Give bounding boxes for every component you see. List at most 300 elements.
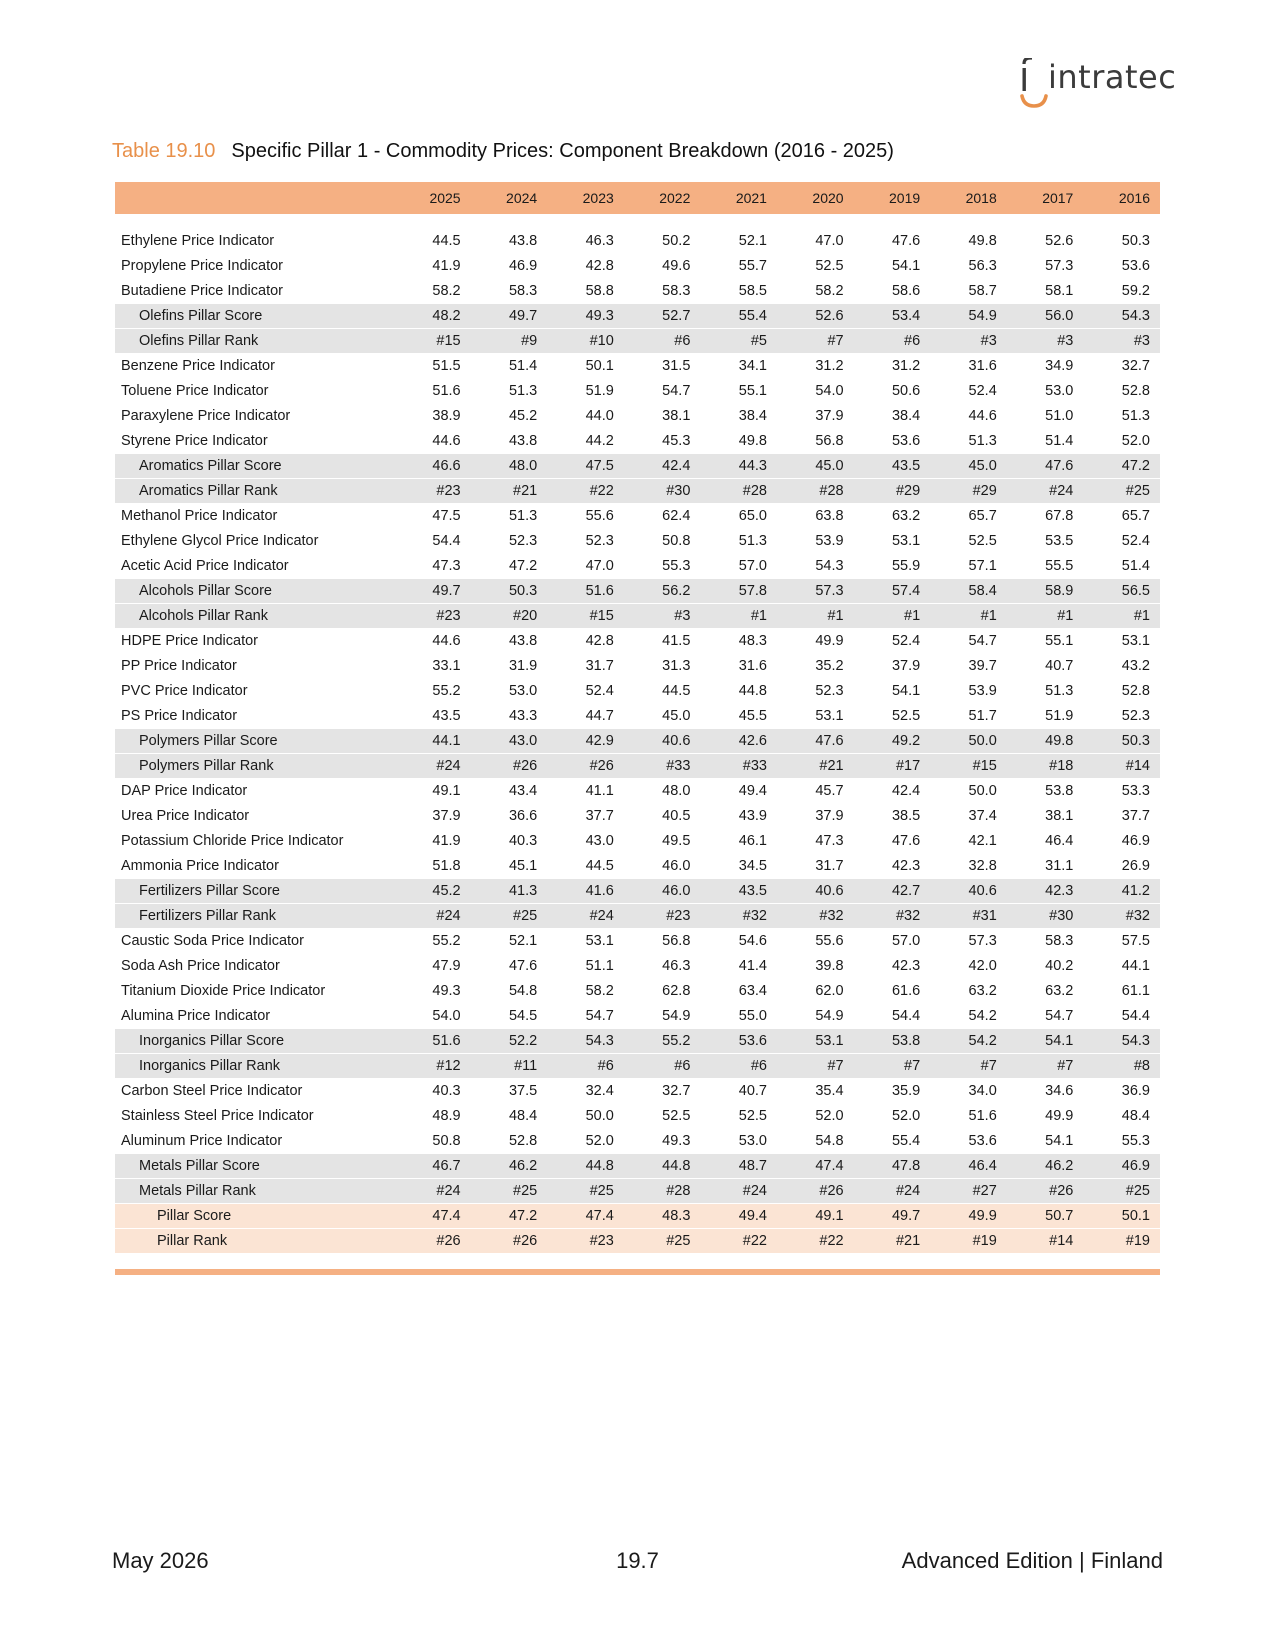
table-cell: 52.8	[471, 1129, 548, 1154]
table-cell: 44.1	[394, 729, 471, 754]
table-cell: 54.0	[777, 379, 854, 404]
table-cell: #26	[394, 1229, 471, 1254]
table-cell: 49.7	[471, 304, 548, 329]
row-label: Olefins Pillar Score	[115, 304, 394, 329]
table-cell: 34.0	[930, 1079, 1007, 1104]
table-cell: #20	[471, 604, 548, 629]
table-cell: 44.5	[624, 679, 701, 704]
table-cell: 43.0	[547, 829, 624, 854]
table-cell: 52.0	[547, 1129, 624, 1154]
table-cell: 58.2	[394, 279, 471, 304]
table-cell: 33.1	[394, 654, 471, 679]
table-cell: 37.7	[547, 804, 624, 829]
table-cell: 40.7	[1007, 654, 1084, 679]
table-cell: 36.9	[1083, 1079, 1160, 1104]
table-cell: 58.4	[930, 579, 1007, 604]
row-label: Styrene Price Indicator	[115, 429, 394, 454]
table-cell: #7	[930, 1054, 1007, 1079]
row-label: Polymers Pillar Rank	[115, 754, 394, 779]
table-cell: #3	[1007, 329, 1084, 354]
table-cell: #33	[700, 754, 777, 779]
table-cell: 47.6	[854, 229, 931, 254]
table-spacer	[115, 1254, 1160, 1269]
table-row	[115, 979, 1160, 1004]
table-cell: 51.9	[1007, 704, 1084, 729]
table-cell: 54.5	[471, 1004, 548, 1029]
table-cell: #18	[1007, 754, 1084, 779]
footer-date: May 2026	[112, 1548, 209, 1573]
table-cell: #7	[777, 329, 854, 354]
table-cell: 47.0	[777, 229, 854, 254]
table-spacer	[115, 214, 1160, 229]
table-cell: 54.1	[1007, 1129, 1084, 1154]
table-cell: #6	[624, 1054, 701, 1079]
table-cell: 44.3	[700, 454, 777, 479]
table-cell: 43.3	[471, 704, 548, 729]
table-cell: 55.5	[1007, 554, 1084, 579]
table-cell: 40.5	[624, 804, 701, 829]
table-row	[115, 704, 1160, 729]
table-cell: 37.7	[1083, 804, 1160, 829]
table-cell: 49.6	[624, 254, 701, 279]
table-cell: 53.0	[1007, 379, 1084, 404]
table-cell: #22	[777, 1229, 854, 1254]
table-cell: 54.8	[471, 979, 548, 1004]
table-cell: #24	[394, 1179, 471, 1204]
table-cell: 42.6	[700, 729, 777, 754]
table-cell: 41.2	[1083, 879, 1160, 904]
table-cell: #32	[777, 904, 854, 929]
row-label: Alcohols Pillar Score	[115, 579, 394, 604]
table-cell: 55.7	[700, 254, 777, 279]
row-label: Potassium Chloride Price Indicator	[115, 829, 394, 854]
table-cell: 51.3	[1007, 679, 1084, 704]
table-row	[115, 1129, 1160, 1154]
table-cell: 32.7	[624, 1079, 701, 1104]
table-cell: 51.4	[471, 354, 548, 379]
table-cell: 31.6	[700, 654, 777, 679]
table-cell: 56.8	[624, 929, 701, 954]
table-cell: 44.0	[547, 404, 624, 429]
table-cell: 49.7	[394, 579, 471, 604]
logo-mark-icon	[1018, 58, 1052, 114]
table-cell: 55.3	[624, 554, 701, 579]
table-cell: 48.3	[624, 1204, 701, 1229]
table-cell: 53.6	[1083, 254, 1160, 279]
table-cell: 53.1	[777, 1029, 854, 1054]
table-cell: 52.5	[854, 704, 931, 729]
table-cell: #8	[1083, 1054, 1160, 1079]
table-cell: 31.5	[624, 354, 701, 379]
table-cell: 46.3	[547, 229, 624, 254]
table-row	[115, 254, 1160, 279]
table-cell: 63.4	[700, 979, 777, 1004]
row-label: Inorganics Pillar Rank	[115, 1054, 394, 1079]
table-cell: 47.2	[1083, 454, 1160, 479]
table-cell: 53.1	[854, 529, 931, 554]
table-cell: #1	[700, 604, 777, 629]
table-body	[115, 214, 1160, 1269]
table-cell: 58.5	[700, 279, 777, 304]
table-cell: 47.5	[547, 454, 624, 479]
table-cell: 41.4	[700, 954, 777, 979]
table-cell: 51.0	[1007, 404, 1084, 429]
table-cell: 55.1	[700, 379, 777, 404]
footer-page-number: 19.7	[616, 1548, 659, 1573]
table-row	[115, 1104, 1160, 1129]
table-row	[115, 829, 1160, 854]
year-header-2020: 2020	[777, 182, 854, 214]
table-cell: 62.0	[777, 979, 854, 1004]
table-cell: 58.3	[624, 279, 701, 304]
table-cell: 54.2	[930, 1004, 1007, 1029]
table-row	[115, 804, 1160, 829]
table-cell: 53.8	[854, 1029, 931, 1054]
table-cell: #24	[700, 1179, 777, 1204]
row-label: Benzene Price Indicator	[115, 354, 394, 379]
table-row	[115, 779, 1160, 804]
table-cell: 46.3	[624, 954, 701, 979]
table-row	[115, 404, 1160, 429]
table-cell: 58.9	[1007, 579, 1084, 604]
table-cell: 47.5	[394, 504, 471, 529]
table-cell: 53.1	[1083, 629, 1160, 654]
table-cell: 53.4	[854, 304, 931, 329]
table-cell: 40.6	[624, 729, 701, 754]
table-cell: 54.4	[854, 1004, 931, 1029]
table-row	[115, 579, 1160, 604]
footer-edition: Advanced Edition | Finland	[901, 1548, 1163, 1573]
table-cell: 53.0	[471, 679, 548, 704]
table-cell: #23	[624, 904, 701, 929]
table-cell: 52.0	[1083, 429, 1160, 454]
table-cell: 50.8	[624, 529, 701, 554]
table-row	[115, 1154, 1160, 1179]
table-cell: 45.0	[930, 454, 1007, 479]
table-cell: 51.1	[547, 954, 624, 979]
table-cell: 43.2	[1083, 654, 1160, 679]
table-cell: 51.4	[1083, 554, 1160, 579]
table-cell: #21	[777, 754, 854, 779]
table-cell: #14	[1007, 1229, 1084, 1254]
table-cell: 57.4	[854, 579, 931, 604]
table-cell: 46.1	[700, 829, 777, 854]
table-cell: 55.4	[700, 304, 777, 329]
table-cell: #32	[854, 904, 931, 929]
table-cell: 52.3	[1083, 704, 1160, 729]
table-cell: 55.3	[1083, 1129, 1160, 1154]
row-label: Pillar Score	[115, 1204, 394, 1229]
table-cell: 51.3	[471, 504, 548, 529]
table-cell: #27	[930, 1179, 1007, 1204]
table-cell: 58.3	[1007, 929, 1084, 954]
table-cell: 52.8	[1083, 379, 1160, 404]
table-cell: #24	[547, 904, 624, 929]
table-cell: 58.1	[1007, 279, 1084, 304]
table-cell: 38.1	[624, 404, 701, 429]
table-cell: #1	[854, 604, 931, 629]
table-cell: 55.6	[547, 504, 624, 529]
table-cell: 63.2	[1007, 979, 1084, 1004]
table-cell: 51.7	[930, 704, 1007, 729]
table-cell: 53.1	[547, 929, 624, 954]
row-label: Soda Ash Price Indicator	[115, 954, 394, 979]
table-row	[115, 679, 1160, 704]
table-cell: #32	[1083, 904, 1160, 929]
table-cell: 31.9	[471, 654, 548, 679]
table-cell: 51.3	[930, 429, 1007, 454]
table-cell: #26	[471, 754, 548, 779]
table-cell: 52.2	[471, 1029, 548, 1054]
table-row	[115, 1054, 1160, 1079]
row-label: Aromatics Pillar Score	[115, 454, 394, 479]
table-cell: 42.8	[547, 254, 624, 279]
table-cell: 54.3	[1083, 304, 1160, 329]
table-cell: 57.3	[1007, 254, 1084, 279]
table-cell: 54.9	[624, 1004, 701, 1029]
table-cell: #26	[471, 1229, 548, 1254]
table-cell: 44.6	[394, 429, 471, 454]
table-cell: 54.4	[1083, 1004, 1160, 1029]
table-cell: 40.6	[930, 879, 1007, 904]
table-cell: 53.8	[1007, 779, 1084, 804]
table-cell: #6	[547, 1054, 624, 1079]
table-cell: 31.2	[777, 354, 854, 379]
table-cell: 52.5	[930, 529, 1007, 554]
table-cell: 44.8	[700, 679, 777, 704]
table-cell: 41.1	[547, 779, 624, 804]
row-label: Paraxylene Price Indicator	[115, 404, 394, 429]
table-cell: 54.7	[930, 629, 1007, 654]
table-cell: 34.1	[700, 354, 777, 379]
table-cell: 31.6	[930, 354, 1007, 379]
row-label: Olefins Pillar Rank	[115, 329, 394, 354]
table-cell: 55.4	[854, 1129, 931, 1154]
table-cell: 55.2	[624, 1029, 701, 1054]
table-cell: 46.0	[624, 879, 701, 904]
table-row	[115, 529, 1160, 554]
table-cell: 44.6	[930, 404, 1007, 429]
table-cell: 51.6	[394, 379, 471, 404]
table-cell: 47.6	[1007, 454, 1084, 479]
table-cell: 42.9	[547, 729, 624, 754]
table-cell: 58.8	[547, 279, 624, 304]
table-cell: 51.6	[394, 1029, 471, 1054]
table-cell: 47.6	[471, 954, 548, 979]
table-cell: 51.9	[547, 379, 624, 404]
table-cell: 37.9	[854, 654, 931, 679]
table-cell: 40.3	[394, 1079, 471, 1104]
table-cell: 55.9	[854, 554, 931, 579]
table-cell: 54.1	[854, 679, 931, 704]
row-label: Caustic Soda Price Indicator	[115, 929, 394, 954]
table-cell: 47.6	[854, 829, 931, 854]
table-row	[115, 1204, 1160, 1229]
table-cell: 48.3	[700, 629, 777, 654]
table-cell: 54.7	[1007, 1004, 1084, 1029]
table-cell: 41.9	[394, 829, 471, 854]
table-cell: 32.7	[1083, 354, 1160, 379]
table-cell: 42.8	[547, 629, 624, 654]
table-cell: 58.2	[547, 979, 624, 1004]
table-cell: 54.2	[930, 1029, 1007, 1054]
table-cell: 55.2	[394, 679, 471, 704]
table-cell: 57.3	[777, 579, 854, 604]
table-cell: 62.4	[624, 504, 701, 529]
year-header-2018: 2018	[930, 182, 1007, 214]
table-cell: #23	[547, 1229, 624, 1254]
table-cell: 45.0	[777, 454, 854, 479]
row-label: Pillar Rank	[115, 1229, 394, 1254]
row-label: Propylene Price Indicator	[115, 254, 394, 279]
table-cell: #1	[777, 604, 854, 629]
component-breakdown-table	[115, 182, 1160, 1269]
table-cell: 54.3	[1083, 1029, 1160, 1054]
table-cell: #26	[777, 1179, 854, 1204]
row-label: Inorganics Pillar Score	[115, 1029, 394, 1054]
row-label: Alcohols Pillar Rank	[115, 604, 394, 629]
table-cell: 57.0	[854, 929, 931, 954]
table-cell: #14	[1083, 754, 1160, 779]
table-cell: 45.3	[624, 429, 701, 454]
table-cell: 37.5	[471, 1079, 548, 1104]
table-cell: 50.3	[471, 579, 548, 604]
table-cell: 48.4	[1083, 1104, 1160, 1129]
table-cell: 45.2	[394, 879, 471, 904]
table-cell: #24	[854, 1179, 931, 1204]
table-cell: #24	[394, 904, 471, 929]
table-cell: 65.7	[930, 504, 1007, 529]
table-cell: 52.5	[777, 254, 854, 279]
table-cell: #1	[930, 604, 1007, 629]
year-header-2019: 2019	[854, 182, 931, 214]
table-cell: 53.1	[777, 704, 854, 729]
table-cell: 36.6	[471, 804, 548, 829]
table-cell: #26	[1007, 1179, 1084, 1204]
year-header-2025: 2025	[394, 182, 471, 214]
table-row	[115, 1004, 1160, 1029]
table-cell: 43.9	[700, 804, 777, 829]
table-cell: #25	[547, 1179, 624, 1204]
table-cell: 44.5	[547, 854, 624, 879]
table-cell: 55.2	[394, 929, 471, 954]
table-cell: 43.8	[471, 629, 548, 654]
table-cell: 39.7	[930, 654, 1007, 679]
row-label: Fertilizers Pillar Rank	[115, 904, 394, 929]
table-cell: 34.5	[700, 854, 777, 879]
table-cell: #1	[1083, 604, 1160, 629]
table-cell: 54.9	[777, 1004, 854, 1029]
table-row	[115, 1029, 1160, 1054]
table-cell: 50.3	[1083, 229, 1160, 254]
table-cell: 52.5	[700, 1104, 777, 1129]
year-header-2022: 2022	[624, 182, 701, 214]
table-cell: #3	[624, 604, 701, 629]
table-cell: 67.8	[1007, 504, 1084, 529]
table-cell: 50.0	[930, 779, 1007, 804]
table-cell: 48.0	[471, 454, 548, 479]
table-cell: 44.1	[1083, 954, 1160, 979]
table-cell: 38.4	[700, 404, 777, 429]
table-row	[115, 304, 1160, 329]
table-cell: #3	[930, 329, 1007, 354]
row-label: Ethylene Glycol Price Indicator	[115, 529, 394, 554]
table-cell: 52.7	[624, 304, 701, 329]
table-row	[115, 604, 1160, 629]
table-cell: 38.1	[1007, 804, 1084, 829]
table-cell: 41.5	[624, 629, 701, 654]
table-cell: 58.3	[471, 279, 548, 304]
table-cell: 47.4	[547, 1204, 624, 1229]
table-cell: 53.9	[930, 679, 1007, 704]
table-cell: 46.2	[471, 1154, 548, 1179]
table-cell: #21	[471, 479, 548, 504]
table-cell: 50.3	[1083, 729, 1160, 754]
table-cell: 52.3	[471, 529, 548, 554]
table-cell: 54.7	[547, 1004, 624, 1029]
table-cell: 51.6	[547, 579, 624, 604]
table-cell: #6	[700, 1054, 777, 1079]
table-cell: 52.1	[471, 929, 548, 954]
table-cell: 49.3	[394, 979, 471, 1004]
table-cell: 65.0	[700, 504, 777, 529]
row-label: Acetic Acid Price Indicator	[115, 554, 394, 579]
table-cell: 31.2	[854, 354, 931, 379]
table-cell: 42.4	[624, 454, 701, 479]
table-cell: 56.3	[930, 254, 1007, 279]
table-cell: 37.4	[930, 804, 1007, 829]
row-label: Titanium Dioxide Price Indicator	[115, 979, 394, 1004]
year-header-2024: 2024	[471, 182, 548, 214]
table-cell: 51.3	[471, 379, 548, 404]
table-cell: 47.2	[471, 1204, 548, 1229]
table-row	[115, 929, 1160, 954]
table-cell: #3	[1083, 329, 1160, 354]
table-cell: 49.3	[624, 1129, 701, 1154]
table-row	[115, 429, 1160, 454]
table-cell: 55.0	[700, 1004, 777, 1029]
table-cell: 46.9	[1083, 829, 1160, 854]
table-cell: 54.8	[777, 1129, 854, 1154]
table-cell: 45.5	[700, 704, 777, 729]
table-cell: 31.1	[1007, 854, 1084, 879]
table-cell: 53.3	[1083, 779, 1160, 804]
table-cell: #25	[1083, 479, 1160, 504]
table-cell: #1	[1007, 604, 1084, 629]
table-cell: 53.5	[1007, 529, 1084, 554]
row-label: Butadiene Price Indicator	[115, 279, 394, 304]
table-cell: 44.7	[547, 704, 624, 729]
table-cell: 38.4	[854, 404, 931, 429]
table-cell: 48.4	[471, 1104, 548, 1129]
row-label: PVC Price Indicator	[115, 679, 394, 704]
table-cell: 52.3	[547, 529, 624, 554]
intratec-logo	[1018, 58, 1177, 114]
table-cell: #23	[394, 604, 471, 629]
table-cell: 43.0	[471, 729, 548, 754]
table-cell: #22	[547, 479, 624, 504]
table-cell: #25	[1083, 1179, 1160, 1204]
table-cell: #29	[854, 479, 931, 504]
year-header-2023: 2023	[547, 182, 624, 214]
table-cell: 47.4	[394, 1204, 471, 1229]
table-cell: 43.5	[854, 454, 931, 479]
table-cell: 42.0	[930, 954, 1007, 979]
table-cell: 53.6	[854, 429, 931, 454]
table-cell: 50.2	[624, 229, 701, 254]
table-cell: 57.5	[1083, 929, 1160, 954]
table-cell: #30	[624, 479, 701, 504]
